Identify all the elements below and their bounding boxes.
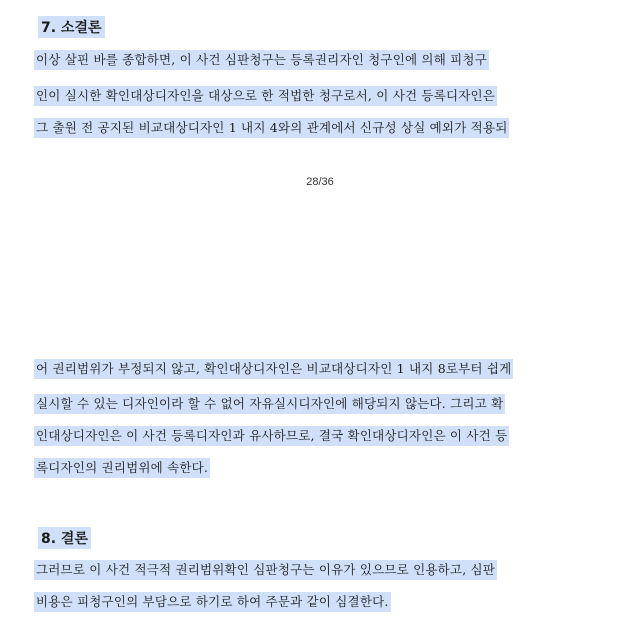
section-7-line-2: 인이 실시한 확인대상디자인을 대상으로 한 적법한 청구로서, 이 사건 등록디자인은 bbox=[34, 86, 497, 106]
section-7-line-7: 록디자인의 권리범위에 속한다. bbox=[34, 458, 210, 478]
section-7-line-6: 인대상디자인은 이 사건 등록디자인과 유사하므로, 결국 확인대상디자인은 이 사건 등 bbox=[34, 426, 509, 446]
section-8-heading: 8. 결론 bbox=[38, 527, 91, 549]
section-8-line-1: 그러므로 이 사건 적극적 권리범위확인 심판청구는 이유가 있으므로 인용하고, 심판 bbox=[34, 560, 497, 580]
section-7-line-4: 어 권리범위가 부정되지 않고, 확인대상디자인은 비교대상디자인 1 내지 8로부터 쉽게 bbox=[34, 359, 513, 379]
section-7-heading: 7. 소결론 bbox=[38, 16, 105, 38]
page-number: 28/36 bbox=[306, 176, 334, 188]
section-8-line-2: 비용은 피청구인의 부담으로 하기로 하여 주문과 같이 심결한다. bbox=[34, 592, 391, 612]
section-7-line-1: 이상 살핀 바를 종합하면, 이 사건 심판청구는 등록권리자인 청구인에 의해 피청구 bbox=[34, 50, 489, 70]
section-7-line-5: 실시할 수 있는 디자인이라 할 수 없어 자유실시디자인에 해당되지 않는다. 그리고 확 bbox=[34, 394, 505, 414]
section-7-line-3: 그 출원 전 공지된 비교대상디자인 1 내지 4와의 관계에서 신규성 상실 예외가 적용되 bbox=[34, 118, 509, 138]
